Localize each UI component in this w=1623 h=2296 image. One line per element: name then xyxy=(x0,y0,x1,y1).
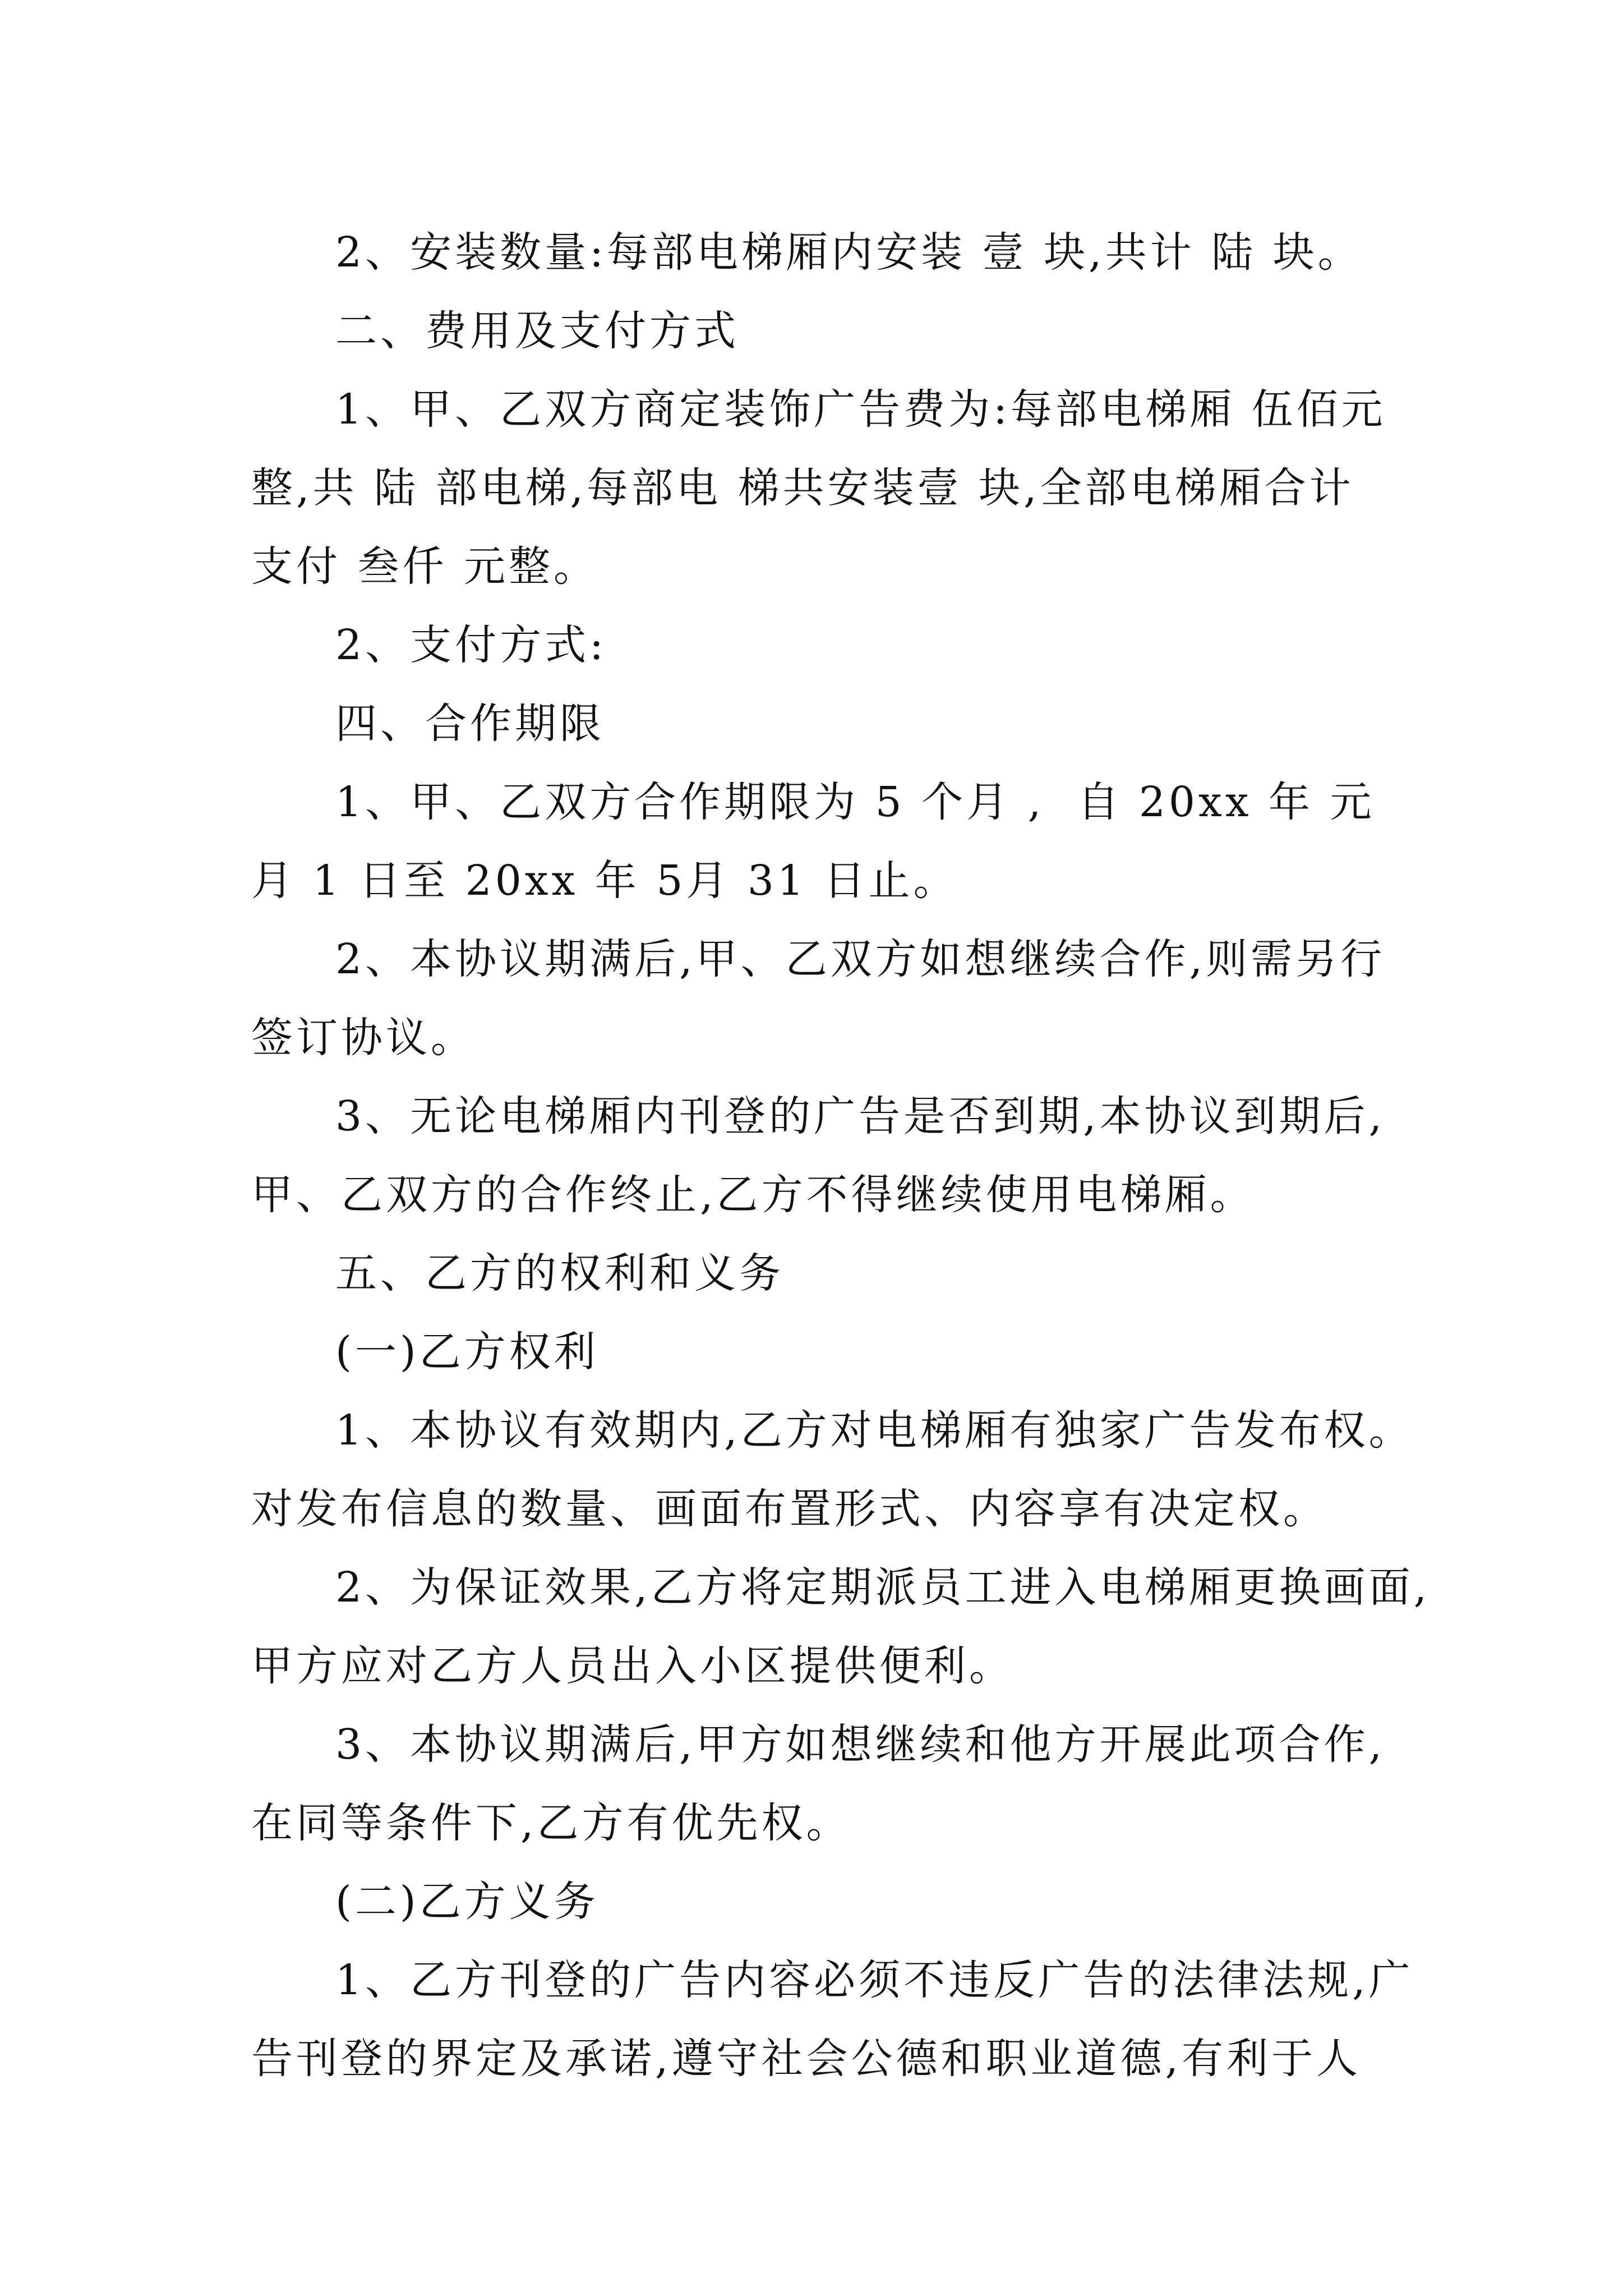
text-line: 在同等条件下,乙方有优先权。 xyxy=(251,1799,851,1847)
text-line: 支付 叁仟 元整。 xyxy=(251,542,599,591)
text-line: 签订协议。 xyxy=(251,1014,476,1062)
text-line: 1、甲、乙双方商定装饰广告费为:每部电梯厢 伍佰元 xyxy=(335,385,1386,434)
subsection-heading: (二)乙方义务 xyxy=(335,1878,599,1926)
document-body xyxy=(251,213,1431,2098)
text-line: 2、安装数量:每部电梯厢内安装 壹 块,共计 陆 块。 xyxy=(335,228,1363,277)
section-heading: 四、合作期限 xyxy=(335,700,605,748)
text-line: 甲方应对乙方人员出入小区提供便利。 xyxy=(251,1642,1014,1690)
text-line: 整,共 陆 部电梯,每部电 梯共安装壹 块,全部电梯厢合计 xyxy=(251,464,1354,512)
text-line: 1、甲、乙双方合作期限为 5 个月 , 自 20xx 年 元 xyxy=(335,778,1375,826)
subsection-heading: (一)乙方权利 xyxy=(335,1328,599,1376)
text-line: 告刊登的界定及承诺,遵守社会公德和职业道德,有利于人 xyxy=(251,2035,1362,2083)
text-line: 2、为保证效果,乙方将定期派员工进入电梯厢更换画面, xyxy=(335,1563,1431,1612)
text-line: 1、乙方刊登的广告内容必须不违反广告的法律法规,广 xyxy=(335,1956,1414,2004)
text-line: 甲、乙双方的合作终止,乙方不得继续使用电梯厢。 xyxy=(251,1171,1255,1219)
section-heading: 五、乙方的权利和义务 xyxy=(335,1249,784,1297)
text-line: 3、本协议期满后,甲方如想继续和他方开展此项合作, xyxy=(335,1720,1386,1769)
text-line: 月 1 日至 20xx 年 5月 31 日止。 xyxy=(251,857,958,905)
section-heading: 二、费用及支付方式 xyxy=(335,307,739,355)
text-line: 1、本协议有效期内,乙方对电梯厢有独家广告发布权。 xyxy=(335,1406,1414,1455)
text-line: 对发布信息的数量、画面布置形式、内容享有决定权。 xyxy=(251,1485,1328,1533)
text-line: 3、无论电梯厢内刊登的广告是否到期,本协议到期后, xyxy=(335,1092,1386,1140)
text-line: 2、支付方式: xyxy=(335,621,607,669)
text-line: 2、本协议期满后,甲、乙双方如想继续合作,则需另行 xyxy=(335,935,1386,983)
